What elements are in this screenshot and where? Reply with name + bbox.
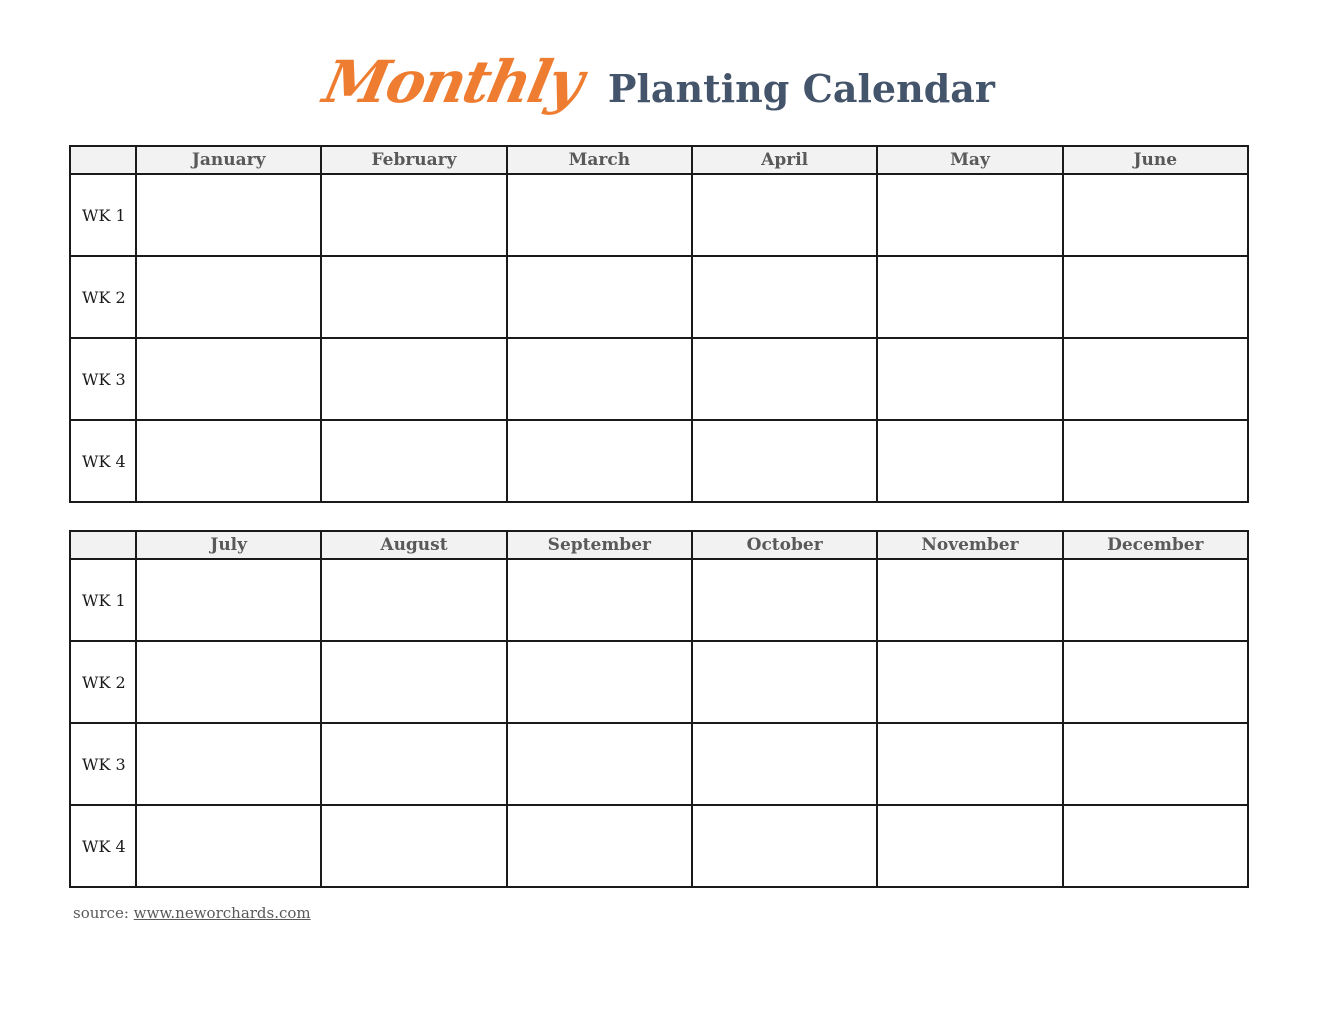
header-row [70, 146, 1248, 174]
calendar-cell[interactable] [507, 641, 692, 723]
week-label: WK 3 [70, 338, 136, 420]
calendar-cell[interactable] [136, 338, 321, 420]
month-header: July [136, 531, 321, 559]
calendar-cell[interactable] [692, 420, 877, 502]
calendar-cell[interactable] [877, 174, 1062, 256]
calendar-cell[interactable] [1063, 256, 1248, 338]
calendar-cell[interactable] [321, 256, 506, 338]
week-label: WK 1 [70, 174, 136, 256]
calendar-cell[interactable] [877, 256, 1062, 338]
calendar-cell[interactable] [321, 723, 506, 805]
calendar-cell[interactable] [1063, 805, 1248, 887]
month-header: November [877, 531, 1062, 559]
month-header: March [507, 146, 692, 174]
week-label: WK 4 [70, 420, 136, 502]
calendar-cell[interactable] [692, 805, 877, 887]
calendar-cell[interactable] [507, 420, 692, 502]
calendar-cell[interactable] [877, 805, 1062, 887]
calendar-cell[interactable] [507, 723, 692, 805]
corner-cell [70, 146, 136, 174]
calendar-cell[interactable] [877, 641, 1062, 723]
calendar-cell[interactable] [877, 338, 1062, 420]
calendar-cell[interactable] [877, 420, 1062, 502]
month-header: February [321, 146, 506, 174]
calendar-cell[interactable] [1063, 338, 1248, 420]
calendar-cell[interactable] [1063, 723, 1248, 805]
calendar-cell[interactable] [1063, 641, 1248, 723]
month-header: September [507, 531, 692, 559]
calendar-cell[interactable] [692, 174, 877, 256]
week-label: WK 4 [70, 805, 136, 887]
header-row [70, 531, 1248, 559]
calendar-cell[interactable] [321, 338, 506, 420]
calendar-table-jul-dec [69, 530, 1249, 888]
calendar-cell[interactable] [321, 641, 506, 723]
calendar-cell[interactable] [136, 641, 321, 723]
calendar-cell[interactable] [136, 174, 321, 256]
calendar-cell[interactable] [507, 338, 692, 420]
week-row [70, 338, 1248, 420]
calendar-cell[interactable] [136, 559, 321, 641]
week-label: WK 2 [70, 641, 136, 723]
calendar-cell[interactable] [321, 420, 506, 502]
week-row [70, 723, 1248, 805]
calendar-cell[interactable] [1063, 174, 1248, 256]
calendar-cell[interactable] [692, 559, 877, 641]
month-header: October [692, 531, 877, 559]
source-label: source: [73, 904, 134, 922]
calendar-cell[interactable] [692, 641, 877, 723]
calendar-cell[interactable] [321, 805, 506, 887]
week-label: WK 3 [70, 723, 136, 805]
calendar-cell[interactable] [136, 420, 321, 502]
calendar-cell[interactable] [136, 256, 321, 338]
month-header: December [1063, 531, 1248, 559]
source-footer [73, 904, 311, 922]
week-row [70, 256, 1248, 338]
calendar-cell[interactable] [507, 174, 692, 256]
month-header: August [321, 531, 506, 559]
calendar-cell[interactable] [321, 559, 506, 641]
calendar-cell[interactable] [1063, 559, 1248, 641]
calendar-table-jan-jun [69, 145, 1249, 503]
corner-cell [70, 531, 136, 559]
week-row [70, 420, 1248, 502]
calendar-cell[interactable] [1063, 420, 1248, 502]
week-row [70, 805, 1248, 887]
week-row [70, 559, 1248, 641]
page-title [0, 48, 1320, 116]
week-row [70, 641, 1248, 723]
week-label: WK 1 [70, 559, 136, 641]
calendar-cell[interactable] [692, 338, 877, 420]
month-header: January [136, 146, 321, 174]
calendar-cell[interactable] [136, 805, 321, 887]
title-main: Planting Calendar [607, 66, 995, 111]
calendar-cell[interactable] [321, 174, 506, 256]
week-row [70, 174, 1248, 256]
week-label: WK 2 [70, 256, 136, 338]
month-header: June [1063, 146, 1248, 174]
source-link[interactable]: www.neworchards.com [133, 904, 311, 922]
calendar-cell[interactable] [136, 723, 321, 805]
calendar-cell[interactable] [507, 256, 692, 338]
title-script: Monthly [317, 48, 589, 116]
calendar-cell[interactable] [692, 256, 877, 338]
calendar-cell[interactable] [877, 723, 1062, 805]
calendar-cell[interactable] [507, 805, 692, 887]
calendar-cell[interactable] [877, 559, 1062, 641]
calendar-cell[interactable] [692, 723, 877, 805]
month-header: May [877, 146, 1062, 174]
calendar-cell[interactable] [507, 559, 692, 641]
month-header: April [692, 146, 877, 174]
